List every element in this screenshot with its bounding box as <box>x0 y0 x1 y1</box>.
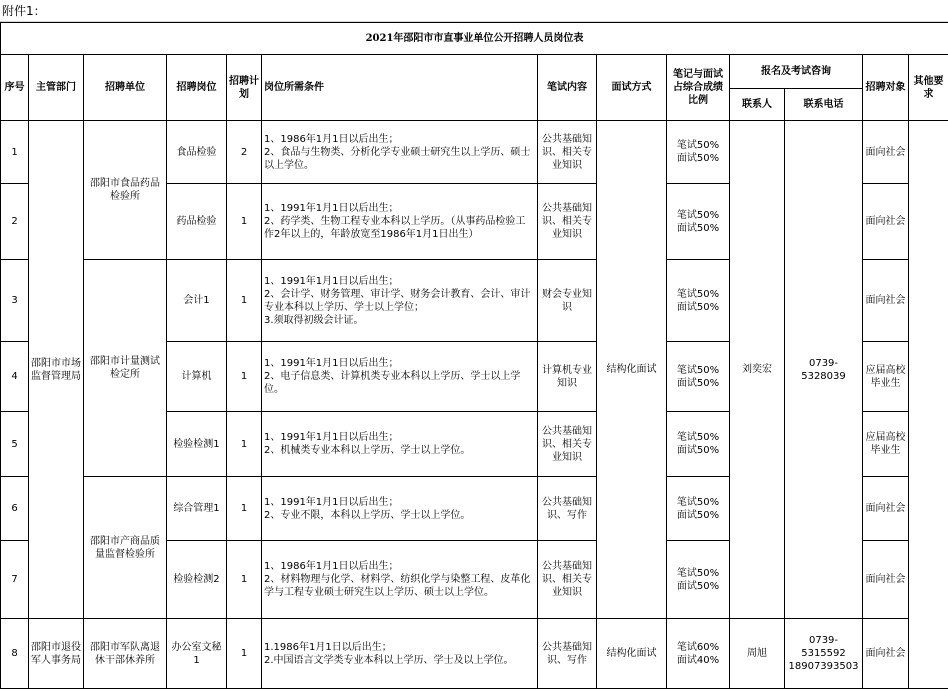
cell-contact-person: 周旭 <box>730 619 785 689</box>
cell-post: 检验检测2 <box>167 541 227 619</box>
cell-written: 公共基础知识、写作 <box>538 477 597 541</box>
cell-score-ratio: 笔试50% 面试50% <box>667 541 730 619</box>
cell-contact-phone: 0739-5315592 18907393503 <box>785 619 863 689</box>
cell-target: 面向社会 <box>863 260 909 342</box>
cell-written: 公共基础知识、相关专业知识 <box>538 184 597 260</box>
cell-score-ratio: 笔试50% 面试50% <box>667 121 730 184</box>
cell-requirements: 1.1986年1月1日以后出生； 2.中国语言文学类专业本科以上学历、学士及以上学位。 <box>262 619 538 689</box>
cell-written: 公共基础知识、写作 <box>538 619 597 689</box>
cell-seq: 5 <box>1 412 29 477</box>
cell-requirements: 1、1991年1月1日以后出生； 2、药学类、生物工程专业本科以上学历。（从事药品检验工作2年以上的，年龄放宽至1986年1月1日出生） <box>262 184 538 260</box>
cell-post: 会计1 <box>167 260 227 342</box>
header-written: 笔试内容 <box>538 55 597 121</box>
cell-requirements: 1、1991年1月1日以后出生； 2、电子信息类、计算机类专业本科以上学历、学士以上学位。 <box>262 342 538 412</box>
cell-dept: 邵阳市退役军人事务局 <box>29 619 84 689</box>
cell-written: 计算机专业知识 <box>538 342 597 412</box>
cell-post: 计算机 <box>167 342 227 412</box>
cell-post: 检验检测1 <box>167 412 227 477</box>
cell-seq: 2 <box>1 184 29 260</box>
cell-post: 办公室文秘1 <box>167 619 227 689</box>
cell-seq: 6 <box>1 477 29 541</box>
cell-plan: 2 <box>227 121 262 184</box>
cell-interview-mode: 结构化面试 <box>597 121 667 619</box>
cell-interview-mode: 结构化面试 <box>597 619 667 689</box>
cell-unit: 邵阳市军队离退休干部休养所 <box>84 619 167 689</box>
cell-unit: 邵阳市产商品质量监督检验所 <box>84 477 167 619</box>
cell-post: 综合管理1 <box>167 477 227 541</box>
table-row <box>1 121 948 184</box>
cell-contact-phone: 0739-5328039 <box>785 121 863 619</box>
cell-seq: 1 <box>1 121 29 184</box>
cell-requirements: 1、1986年1月1日以后出生； 2、食品与生物类、分析化学专业硕士研究生以上学历、硕士以上学位。 <box>262 121 538 184</box>
cell-target: 应届高校毕业生 <box>863 412 909 477</box>
cell-target: 面向社会 <box>863 121 909 184</box>
table-row <box>1 619 948 689</box>
cell-post: 食品检验 <box>167 121 227 184</box>
header-target: 招聘对象 <box>863 55 909 121</box>
cell-target: 面向社会 <box>863 619 909 689</box>
cell-plan: 1 <box>227 412 262 477</box>
annex-label: 附件1： <box>2 4 46 18</box>
cell-score-ratio: 笔试50% 面试50% <box>667 412 730 477</box>
cell-written: 公共基础知识、相关专业知识 <box>538 121 597 184</box>
cell-plan: 1 <box>227 184 262 260</box>
cell-requirements: 1、1991年1月1日以后出生； 2、机械类专业本科以上学历、学士以上学位。 <box>262 412 538 477</box>
cell-seq: 4 <box>1 342 29 412</box>
header-interview-mode: 面试方式 <box>597 55 667 121</box>
cell-post: 药品检验 <box>167 184 227 260</box>
cell-seq: 3 <box>1 260 29 342</box>
header-contact-person: 联系人 <box>730 89 785 121</box>
table-title: 2021年邵阳市市直事业单位公开招聘人员岗位表 <box>1 23 948 55</box>
recruitment-table <box>0 22 948 689</box>
cell-other <box>909 121 948 689</box>
header-other: 其他要求 <box>909 55 948 121</box>
cell-score-ratio: 笔试50% 面试50% <box>667 184 730 260</box>
cell-target: 面向社会 <box>863 477 909 541</box>
cell-score-ratio: 笔试60% 面试40% <box>667 619 730 689</box>
cell-unit: 邵阳市计量测试检定所 <box>84 260 167 477</box>
cell-seq: 8 <box>1 619 29 689</box>
cell-target: 面向社会 <box>863 541 909 619</box>
header-post: 招聘岗位 <box>167 55 227 121</box>
cell-plan: 1 <box>227 477 262 541</box>
header-seq: 序号 <box>1 55 29 121</box>
cell-contact-person: 刘奕宏 <box>730 121 785 619</box>
cell-requirements: 1、1991年1月1日以后出生； 2、专业不限，本科以上学历、学士以上学位。 <box>262 477 538 541</box>
header-contact-phone: 联系电话 <box>785 89 863 121</box>
cell-requirements: 1、1986年1月1日以后出生； 2、材料物理与化学、材料学、纺织化学与染整工程、皮革化学与工程专业硕士研究生以上学历、硕士以上学位。 <box>262 541 538 619</box>
header-contact-group: 报名及考试咨询 <box>730 55 863 89</box>
cell-written: 公共基础知识、相关专业知识 <box>538 541 597 619</box>
cell-requirements: 1、1991年1月1日以后出生； 2、会计学、财务管理、审计学、财务会计教育、会计、审计专业本科以上学历、学士以上学位； 3.须取得初级会计证。 <box>262 260 538 342</box>
cell-plan: 1 <box>227 619 262 689</box>
header-plan: 招聘计划 <box>227 55 262 121</box>
annex-label-row <box>0 0 948 22</box>
header-requirements: 岗位所需条件 <box>262 55 538 121</box>
cell-plan: 1 <box>227 260 262 342</box>
cell-score-ratio: 笔试50% 面试50% <box>667 260 730 342</box>
header-unit: 招聘单位 <box>84 55 167 121</box>
cell-target: 应届高校毕业生 <box>863 342 909 412</box>
cell-score-ratio: 笔试50% 面试50% <box>667 477 730 541</box>
cell-score-ratio: 笔试50% 面试50% <box>667 342 730 412</box>
cell-written: 财会专业知识 <box>538 260 597 342</box>
cell-dept: 邵阳市市场监督管理局 <box>29 121 84 619</box>
header-score-ratio: 笔记与面试占综合成绩比例 <box>667 55 730 121</box>
cell-plan: 1 <box>227 541 262 619</box>
cell-unit: 邵阳市食品药品检验所 <box>84 121 167 260</box>
cell-target: 面向社会 <box>863 184 909 260</box>
cell-written: 公共基础知识、相关专业知识 <box>538 412 597 477</box>
cell-seq: 7 <box>1 541 29 619</box>
header-dept: 主管部门 <box>29 55 84 121</box>
cell-plan: 1 <box>227 342 262 412</box>
